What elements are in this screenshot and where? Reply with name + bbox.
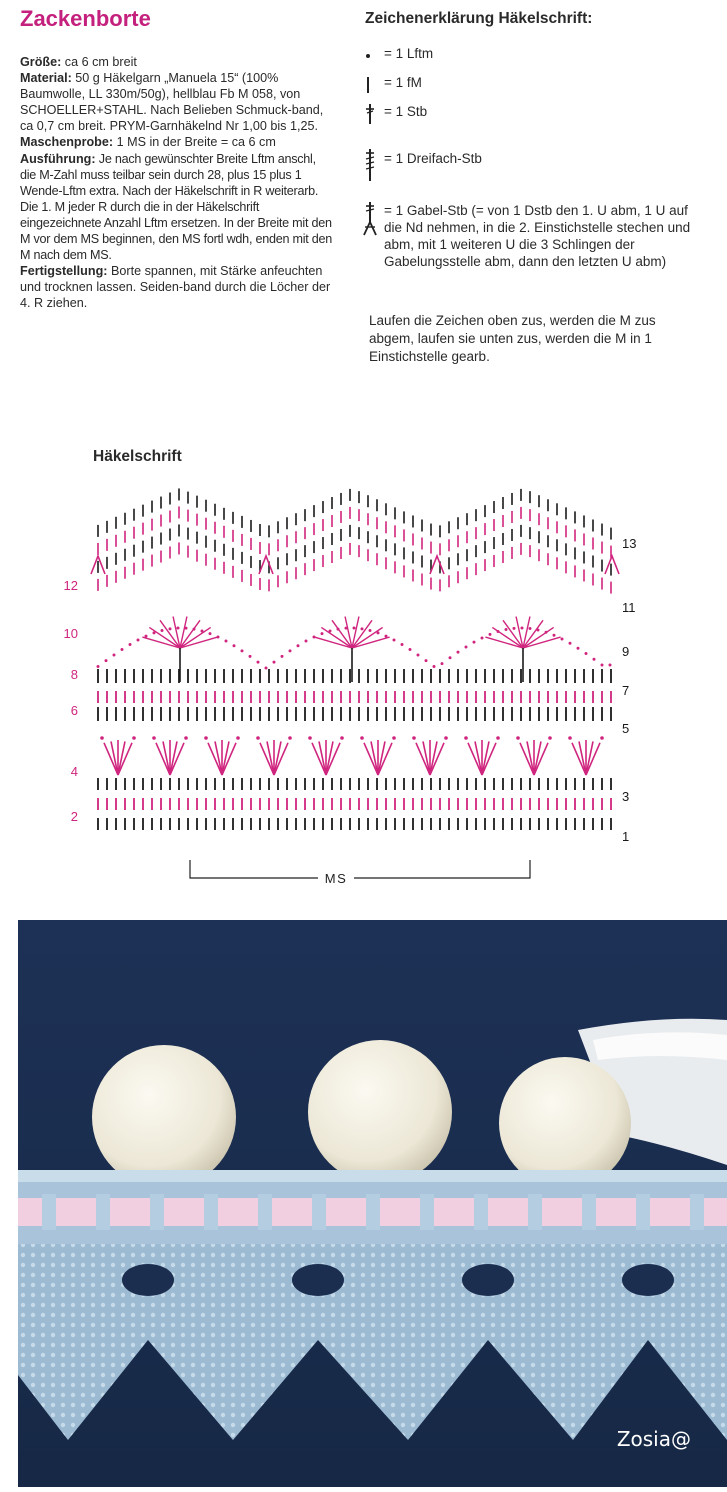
material-paragraph xyxy=(20,70,332,134)
size-label: Größe: xyxy=(20,55,62,69)
execution-label: Ausführung: xyxy=(20,151,96,166)
fan-stitch xyxy=(274,741,281,775)
fan-stitch xyxy=(326,741,333,775)
row-label-5: 5 xyxy=(622,721,630,736)
fan-stitch xyxy=(215,741,222,775)
lace-bar xyxy=(312,1194,326,1230)
chain-dot xyxy=(353,627,356,630)
fan-stitch xyxy=(222,743,236,775)
lace-bar xyxy=(690,1194,704,1230)
chain-dot xyxy=(569,642,572,645)
execution-text: Je nach gewünschter Breite Lftm anschl, die M-Zahl muss teilbar sein durch 28, plus 15 plus 1 Wende-Lftm extra. Nach der Häkelschrift in R weiterarb. Die 1. M jeder R durch die in der Häkelschrift eingezeichnete Anzahl Lftm ersetzen. In der Breite mit den M vor dem MS beginnen, den MS fortl wdh, enden mit den M nach dem MS. xyxy=(20,151,333,263)
chart-title: Häkelschrift xyxy=(93,448,182,465)
crochet-chart xyxy=(0,470,727,900)
row-labels-right xyxy=(622,536,636,844)
fan-spoke xyxy=(352,627,383,648)
size-text: ca 6 cm breit xyxy=(61,55,137,69)
row-label-1: 1 xyxy=(622,829,630,844)
fan-stitch xyxy=(104,743,118,775)
lace-bar xyxy=(42,1194,56,1230)
chain-dot xyxy=(393,638,396,641)
chain-dot xyxy=(513,627,516,630)
fan-stitch xyxy=(416,743,430,775)
row-label-13: 13 xyxy=(622,536,637,551)
fan-stitch xyxy=(430,741,437,775)
instructions-block xyxy=(20,54,332,312)
chain-dot xyxy=(361,627,364,630)
repeat-bracket xyxy=(190,860,530,878)
fan-spoke xyxy=(142,637,180,648)
lace-hole xyxy=(462,1264,514,1296)
legend-text-single-crochet: = 1 fM xyxy=(384,75,422,90)
fan-stitch xyxy=(482,743,496,775)
chain-dot xyxy=(121,648,124,651)
chain-dot xyxy=(152,736,156,740)
lace-bar xyxy=(582,1194,596,1230)
chain-dot xyxy=(505,628,508,631)
fan-stitch xyxy=(170,741,177,775)
chain-dot xyxy=(297,644,300,647)
fan-stitch xyxy=(423,741,430,775)
chain-dot xyxy=(449,656,452,659)
gauge-label: Maschenprobe: xyxy=(20,135,114,150)
chain-dot xyxy=(521,627,524,630)
chain-dot xyxy=(609,664,612,667)
size-paragraph xyxy=(20,54,332,70)
chain-dot xyxy=(288,736,292,740)
coconut-ball xyxy=(499,1057,631,1189)
chain-dot xyxy=(177,627,180,630)
fan-spoke xyxy=(492,627,523,648)
chain-dot xyxy=(161,629,164,632)
chain-dot xyxy=(225,640,228,643)
fan-stitch xyxy=(482,741,489,775)
lace-bar xyxy=(204,1194,218,1230)
fan-stitch xyxy=(260,743,274,775)
chain-dot xyxy=(601,664,604,667)
lace-photo xyxy=(18,920,727,1487)
legend-text-triple-treble: = 1 Dreifach-Stb xyxy=(384,151,482,166)
fan-stitch xyxy=(111,741,118,775)
fan-stitch xyxy=(274,743,288,775)
fan-spoke xyxy=(180,637,218,648)
chain-dot xyxy=(204,736,208,740)
chain-dot xyxy=(137,638,140,641)
row-label-9: 9 xyxy=(622,644,630,659)
fan-stitch xyxy=(371,741,378,775)
coconut-ball xyxy=(308,1040,452,1184)
chain-dot xyxy=(289,649,292,652)
material-text: 50 g Häkelgarn „Manuela 15“ (100% Baumwolle, LL 330m/50g), hellblau Fb M 058, von SCHOELLER+STAHL. Nach Belieben Schmuck-band, ca 0,7 cm breit. PRYM-Garnhäkelnd Nr 1,00 bis 1,25. xyxy=(20,71,324,134)
finishing-text: Borte spannen, mit Stärke anfeuchten und trocknen lassen. Seiden-band durch die Löcher der 4. R ziehen. xyxy=(20,264,331,311)
lace-bar xyxy=(366,1194,380,1230)
fan-stitch xyxy=(586,741,593,775)
fan-stitch xyxy=(118,743,132,775)
chain-dot xyxy=(340,736,344,740)
chain-dot xyxy=(113,653,116,656)
row-labels-left xyxy=(64,578,78,824)
fan-stitch xyxy=(534,743,548,775)
fan-stitch xyxy=(475,741,482,775)
chain-dot xyxy=(401,643,404,646)
row-label-7: 7 xyxy=(622,683,630,698)
chain-dot xyxy=(100,736,104,740)
lace-bar xyxy=(420,1194,434,1230)
watermark: Zosia@ xyxy=(616,1427,691,1451)
chain-dot xyxy=(412,736,416,740)
coconut-balls xyxy=(92,1040,631,1189)
chain-dot xyxy=(481,636,484,639)
chain-dot xyxy=(529,627,532,630)
forked-stitch-icon xyxy=(362,202,386,236)
chain-dot xyxy=(256,736,260,740)
fan-spoke xyxy=(485,637,523,648)
lace-hole xyxy=(292,1264,344,1296)
fan-stitch xyxy=(326,743,340,775)
coconut-ball xyxy=(92,1045,236,1189)
chain-dot xyxy=(409,648,412,651)
fan-stitch xyxy=(319,741,326,775)
fan-stitch xyxy=(267,741,274,775)
finishing-label: Fertigstellung: xyxy=(20,264,108,279)
material-label: Material: xyxy=(20,71,72,86)
chain-dot xyxy=(457,651,460,654)
lace-bar xyxy=(528,1194,542,1230)
lace-bar xyxy=(636,1194,650,1230)
chain-dot xyxy=(441,662,444,665)
fan-stitch xyxy=(312,743,326,775)
execution-paragraph xyxy=(20,151,332,264)
chain-dot xyxy=(241,649,244,652)
fan-stitch xyxy=(222,741,229,775)
chain-dot xyxy=(433,665,436,668)
fan-stitch xyxy=(572,743,586,775)
chain-dot xyxy=(209,632,212,635)
chain-dot xyxy=(360,736,364,740)
row-label-6: 6 xyxy=(70,703,78,718)
lace-bar xyxy=(474,1194,488,1230)
fan-spoke xyxy=(180,627,211,648)
fan-stitch xyxy=(163,741,170,775)
fan-spoke xyxy=(352,637,390,648)
finishing-paragraph xyxy=(20,263,332,311)
chain-dot xyxy=(169,627,172,630)
lace-hole xyxy=(622,1264,674,1296)
row-label-8: 8 xyxy=(70,667,78,682)
chain-dot xyxy=(184,736,188,740)
row-label-2: 2 xyxy=(70,809,78,824)
chain-dot xyxy=(600,736,604,740)
chain-dot xyxy=(308,736,312,740)
chain-dot xyxy=(305,640,308,643)
fan-spoke xyxy=(523,637,561,648)
fan-stitch xyxy=(586,743,600,775)
forked-stitch xyxy=(605,556,619,574)
chain-dot xyxy=(105,659,108,662)
fan-stitch xyxy=(579,741,586,775)
repeat-label: MS xyxy=(324,871,348,886)
fan-stitch xyxy=(378,743,392,775)
legend-text-forked-stitch: = 1 Gabel-Stb (= von 1 Dstb den 1. U abm, 1 U auf die Nd nehmen, in die 2. Einstichstelle stechen und abm, mit 1 weiteren U die 3 Schlingen der Gabelungsstelle abm, dann den letzten U abm) xyxy=(384,203,691,269)
forked-stitch xyxy=(259,556,273,574)
chain-dot xyxy=(568,736,572,740)
fan-stitch xyxy=(364,743,378,775)
fan-stitch xyxy=(378,741,385,775)
fan-spoke xyxy=(321,627,352,648)
chain-dot xyxy=(97,665,100,668)
legend-text-chain: = 1 Lftm xyxy=(384,46,434,61)
fan-stitch xyxy=(468,743,482,775)
fan-stitch xyxy=(527,741,534,775)
chart-marks xyxy=(91,488,619,830)
fan-stitch xyxy=(156,743,170,775)
fan-stitch xyxy=(534,741,541,775)
chain-dot xyxy=(265,667,268,670)
chain-dot xyxy=(585,652,588,655)
chain-dot xyxy=(444,736,448,740)
chain-dot xyxy=(132,736,136,740)
chain-dot xyxy=(496,736,500,740)
double-crochet-icon xyxy=(362,104,386,138)
legend-title: Zeichenerklärung Häkelschrift: xyxy=(365,10,593,27)
fan-stitch xyxy=(430,743,444,775)
chain-dot xyxy=(548,736,552,740)
row-label-11: 11 xyxy=(622,600,636,615)
chain-dot xyxy=(236,736,240,740)
chain-dot xyxy=(233,644,236,647)
row-label-12: 12 xyxy=(63,578,78,593)
forked-stitch xyxy=(430,556,444,574)
lace-border-photo-image xyxy=(18,920,727,1487)
fan-spoke xyxy=(314,637,352,648)
chain-dot xyxy=(273,661,276,664)
chain-dot xyxy=(417,653,420,656)
fan-stitch xyxy=(208,743,222,775)
gauge-paragraph xyxy=(20,134,332,150)
row-label-10: 10 xyxy=(63,626,78,641)
row-label-4: 4 xyxy=(70,764,78,779)
chain-dot xyxy=(516,736,520,740)
chain-dot xyxy=(553,634,556,637)
chain-dot xyxy=(561,637,564,640)
chain-dot xyxy=(465,645,468,648)
chain-dot xyxy=(473,641,476,644)
chain-dot xyxy=(281,655,284,658)
chain-dot xyxy=(129,643,132,646)
fan-stitch xyxy=(118,741,125,775)
chain-dot xyxy=(464,736,468,740)
chain-dot xyxy=(489,633,492,636)
fan-spoke xyxy=(149,627,180,648)
chain-dot xyxy=(593,658,596,661)
triple-treble-icon xyxy=(362,149,386,183)
lace-bar xyxy=(258,1194,272,1230)
gauge-text: 1 MS in der Breite = ca 6 cm xyxy=(113,135,276,150)
chain-dot xyxy=(577,647,580,650)
row-label-3: 3 xyxy=(622,789,630,804)
lace-bar xyxy=(150,1194,164,1230)
page-title: Zackenborte xyxy=(20,6,151,31)
chain-dot xyxy=(257,661,260,664)
chain-dot xyxy=(369,629,372,632)
legend-text-double-crochet: = 1 Stb xyxy=(384,104,428,119)
chain-dot xyxy=(321,632,324,635)
chain-dot xyxy=(392,736,396,740)
fan-stitch xyxy=(520,743,534,775)
legend-note: Laufen die Zeichen oben zus, werden die M zus abgem, laufen sie unten zus, werden die M in 1 Einstichstelle gearb. xyxy=(369,313,656,364)
lace-hole xyxy=(122,1264,174,1296)
chain-dot xyxy=(425,659,428,662)
chain-dot xyxy=(249,655,252,658)
fan-stitch xyxy=(170,743,184,775)
lace-bar xyxy=(96,1194,110,1230)
